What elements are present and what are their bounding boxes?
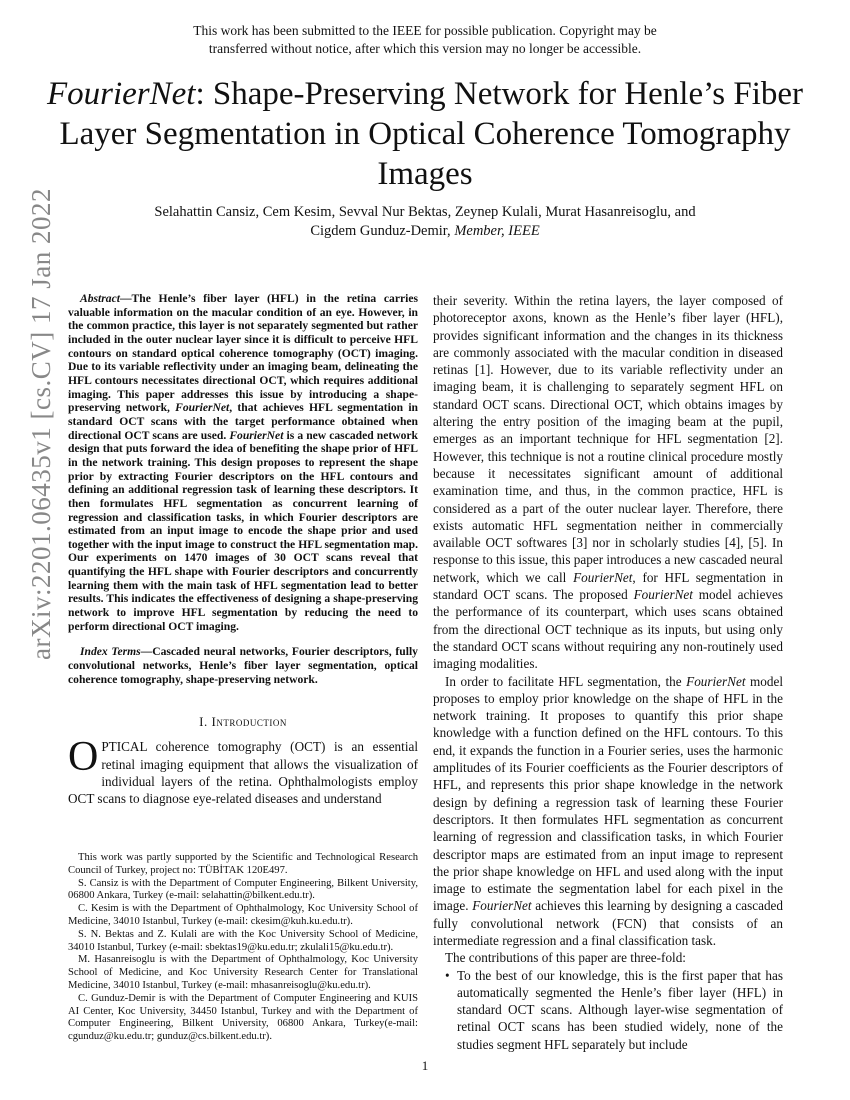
body-paragraph-2 <box>433 673 783 950</box>
footnote-affiliation: S. N. Bektas and Z. Kulali are with the Koc University School of Medicine, 34010 Istanbul, Turkey (e-mail: sbektas19@ku.edu.tr; zkulali15@ku.edu.tr). <box>68 928 418 953</box>
abstract <box>68 292 418 633</box>
abstract-part-2: , that achieves HFL segmentation in standard OCT scans with the target performance obtained when directional OCT scans are used. <box>68 401 418 442</box>
abstract-label: Abstract <box>80 292 120 305</box>
footnote-affiliation: S. Cansiz is with the Department of Computer Engineering, Bilkent University, 06800 Ankara, Turkey (e-mail: selahattin@bilkent.edu.tr). <box>68 877 418 902</box>
index-terms-dash: — <box>140 645 153 659</box>
author-role: Member, IEEE <box>454 223 540 239</box>
author-list <box>60 203 790 241</box>
paper-title <box>40 74 810 194</box>
index-terms <box>68 645 418 686</box>
title-model-name: FourierNet <box>46 76 196 112</box>
authors-line-2 <box>60 222 790 241</box>
body-paragraph-3: The contributions of this paper are three-fold: <box>445 950 686 966</box>
authors-line-1: Selahattin Cansiz, Cem Kesim, Sevval Nur Bektas, Zeynep Kulali, Murat Hasanreisoglu, and <box>154 204 696 220</box>
last-author-name: Cigdem Gunduz-Demir, <box>310 223 451 239</box>
footnote-affiliation: C. Gunduz-Demir is with the Department of Computer Engineering and KUIS AI Center, Koc University, 34450 Istanbul, Turkey and with the Department of Computer Engineering, Bilkent University, 06800 Ankara, Turkey(e-mail: cgunduz@ku.edu.tr; gunduz@cs.bilkent.edu.tr). <box>68 992 418 1043</box>
abstract-dash: — <box>119 292 132 305</box>
section-heading-introduction <box>68 714 418 730</box>
page-number: 1 <box>421 1058 429 1073</box>
abstract-model-name-2: FourierNet <box>229 428 284 442</box>
text-run: their severity. Within the retina layers, the layer composed of photoreceptor axons, known as the Henle’s fiber layer (HFL), provides significant information and the changes in its thickness are commonly associated with the macular condition in diseased retinas [1]. However, due to its variable reflectivity under an imaging beam, it is challenging to separately segment HFL on standard OCT scans. Directional OCT, which obtains images by altering the entry position of the imaging beam at the pupil, emerges as an important technique for HFL segmentation [2]. However, this technique is not a routine clinical procedure mostly because it necessitates significant amount of additional examination time, and thus, in the common practice, HFL is considered as a part of the outer nuclear layer. Therefore, there exists automatic HFL segmentation neither in commercially available OCT softwares [3] nor in scholarly studies [4], [5]. In response to this issue, this paper introduces a new cascaded neural network, which we call <box>433 293 783 585</box>
notice-line-1: This work has been submitted to the IEEE for possible publication. Copyright may be <box>193 23 657 38</box>
left-column <box>68 292 418 808</box>
model-name: FourierNet <box>472 898 532 914</box>
model-name: FourierNet <box>633 587 693 603</box>
text-run: achieves this learning by designing a cascaded fully convolutional network (FCN) that consists of an intermediate regression and a final classification task. <box>433 898 783 948</box>
footnote-funding: This work was partly supported by the Scientific and Technological Research Council of Turkey, project no: TÜBİTAK 120E497. <box>68 852 418 876</box>
bullet-text: To the best of our knowledge, this is the first paper that has automatically segmented the Henle’s fiber layer (HFL) in standard OCT scans. Although layer-wise segmentation of retinal OCT scans has been studied widely, none of the studies segment HFL separately but include <box>457 967 783 1052</box>
model-name: FourierNet <box>573 569 633 585</box>
section-numeral: I. <box>199 714 212 730</box>
bullet-mark: • <box>445 967 450 983</box>
intro-text: coherence tomography (OCT) is an essential retinal imaging equipment that allows the visualization of individual layers of the retina. Ophthalmologists employ OCT scans to diagnose eye-related diseases and understand <box>68 739 418 807</box>
text-run: model achieves the performance of its counterpart, which uses scans obtained from the directional OCT technique as its inputs, but using only the standard OCT scans without requiring any non-routinely used imaging modalities. <box>433 587 783 672</box>
contribution-bullet <box>433 967 783 1053</box>
abstract-model-name-1: FourierNet <box>175 401 230 415</box>
footnote-affiliation: C. Kesim is with the Department of Ophthalmology, Koc University School of Medicine, 34010 Istanbul, Turkey (e-mail: ckesim@kuh.ku.edu.tr). <box>68 903 418 927</box>
footnotes <box>68 852 418 1044</box>
abstract-part-3: is a new cascaded network design that puts forward the idea of benefiting the shape prior of HFL in the network training. This design proposes to represent the shape prior by extracting Fourier descriptors on the HFL contours and defining an additional regression task of learning these descriptors. It then formulates HFL segmentation as concurrent learning of regression and classification tasks, in which Fourier descriptors are estimated from an input image to encode the shape prior and used together with the input image to construct the HFL segmentation map. Our experiments on 1470 images of 30 OCT scans reveal that quantifying the HFL shape with Fourier descriptors and concurrently learning them with the main task of HFL segmentation lead to better results. This indicates the effectiveness of designing a shape-preserving network to improve HFL segmentation by reducing the need to perform directional OCT imaging. <box>68 428 418 633</box>
abstract-part-1: The Henle’s fiber layer (HFL) in the retina carries valuable information on the macular condition of an eye. However, in the common practice, this layer is not separately segmented but rather included in the outer nuclear layer since it is difficult to perceive HFL contours on standard optical coherence tomography (OCT) imaging. Due to its variable reflectivity under an imaging beam, delineating the HFL contours necessitates directional OCT, which requires additional imaging. This paper addresses this issue by introducing a shape-preserving network, <box>68 292 418 415</box>
text-run: , for HFL segmentation in standard OCT scans. The proposed <box>433 569 784 603</box>
intro-paragraph <box>68 734 418 807</box>
title-rest: : Shape-Preserving Network for Henle’s Fiber Layer Segmentation in Optical Coherence Tomography Images <box>59 76 804 192</box>
model-name: FourierNet <box>686 673 746 689</box>
index-terms-label: Index Terms <box>80 645 141 659</box>
body-paragraph-1 <box>433 292 783 673</box>
text-run: In order to facilitate HFL segmentation, the <box>445 673 687 689</box>
drop-cap: O <box>68 734 99 781</box>
arxiv-stamp: arXiv:2201.06435v1 [cs.CV] 17 Jan 2022 <box>26 188 56 660</box>
right-column <box>433 292 783 1053</box>
footnote-affiliation: M. Hasanreisoglu is with the Department of Ophthalmology, Koc University School of Medicine, and Koc University Research Center for Translational Medicine, 34010 Istanbul, Turkey (e-mail: mhasanreisoglu@ku.edu.tr). <box>68 954 418 991</box>
notice-line-2: transferred without notice, after which this version may no longer be accessible. <box>208 41 642 56</box>
submission-notice <box>0 22 850 58</box>
index-terms-text: Cascaded neural networks, Fourier descriptors, fully convolutional networks, Henle’s fiber layer segmentation, optical coherence tomography, shape-preserving network. <box>68 645 418 686</box>
text-run: model proposes to employ prior knowledge on the shape of HFL in the network training. It proposes to quantify this prior shape knowledge with a function defined on the HFL contours. To this end, it expands the function in a Fourier series, uses the harmonic amplitudes of its Fourier coefficients as the Fourier descriptors of HFL, and represents this prior shape knowledge in the network design by defining a regression task of learning these Fourier descriptors. It then formulates HFL segmentation as concurrent learning of regression and classification tasks, in which Fourier descriptor maps are estimated from an input image to represent the prior shape knowledge on HFL and used along with the input image to estimate the segmentation label for each pixel in the image. <box>433 673 783 914</box>
intro-caps: PTICAL <box>101 739 148 755</box>
section-title: Introduction <box>211 714 287 730</box>
